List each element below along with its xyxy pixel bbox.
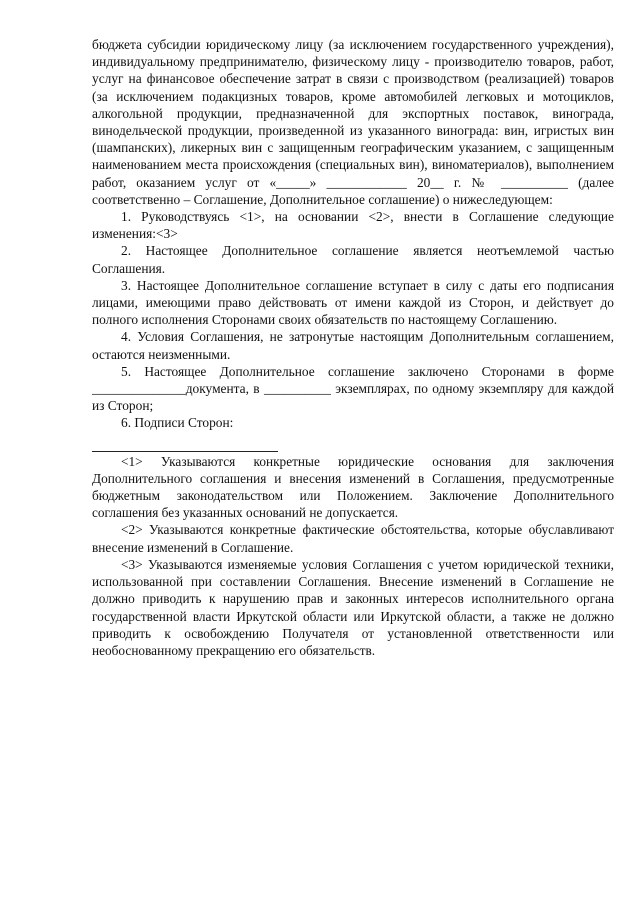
numbered-items: [92, 208, 614, 432]
footnote-3: <3> Указываются изменяемые условия Соглашения с учетом юридической техники, использованной при составлении Соглашения. Внесение изменений в Соглашение не должно приводить к нарушению прав и законных интересов исполнительного органа государственной власти Иркутской области или Иркутской области, а также не должно приводить к освобождению Получателя от установленной ответственности или необоснованному прекращению его обязательств.: [92, 556, 614, 658]
intro-paragraph: бюджета субсидии юридическому лицу (за исключением государственного учреждения), индивидуальному предпринимателю, физическому лицу - производителю товаров, работ, услуг на финансовое обеспечение затрат в связи с производством (реализацией) товаров (за исключением подакцизных товаров, кроме автомобилей легковых и мотоциклов, алкогольной продукции, предназначенной для экспортных поставок, винограда, винодельческой продукции, произведенной из указанного винограда: вин, игристых вин (шампанских), ликерных вин с защищенным географическим указанием, с защищенным наименованием места происхождения (специальных вин), виноматериалов), выполнением работ, оказанием услуг от «_____» ____________ 20__ г. № __________ (далее соответственно – Соглашение, Дополнительное соглашение) о нижеследующем:: [92, 37, 614, 207]
item-2: 2. Настоящее Дополнительное соглашение является неотъемлемой частью Соглашения.: [92, 243, 614, 276]
item-5: 5. Настоящее Дополнительное соглашение заключено Сторонами в форме ______________документа, в __________ экземплярах, по одному экземпляру для каждой из Сторон;: [92, 363, 614, 414]
item-4: 4. Условия Соглашения, не затронутые настоящим Дополнительным соглашением, остаются неизменными.: [92, 329, 614, 362]
item-6: 6. Подписи Сторон:: [121, 415, 234, 431]
footnote-1: <1> Указываются конкретные юридические основания для заключения Дополнительного соглашения и внесения изменений в Соглашения, предусмотренные бюджетным законодательством или Положением. Заключение Дополнительного соглашения без указанных оснований не допускается.: [92, 453, 614, 521]
footnotes: [92, 453, 614, 659]
footnote-2: <2> Указываются конкретные фактические обстоятельства, которые обуславливают внесение изменений в Соглашение.: [92, 522, 614, 555]
item-1: 1. Руководствуясь <1>, на основании <2>, внести в Соглашение следующие изменения:<3>: [92, 209, 614, 242]
footnote-separator: [92, 451, 278, 452]
item-3: 3. Настоящее Дополнительное соглашение вступает в силу с даты его подписания лицами, имеющими право действовать от имени каждой из Сторон, и действует до полного исполнения Сторонами своих обязательств по настоящему Соглашению.: [92, 277, 614, 328]
document-page: [92, 36, 614, 659]
